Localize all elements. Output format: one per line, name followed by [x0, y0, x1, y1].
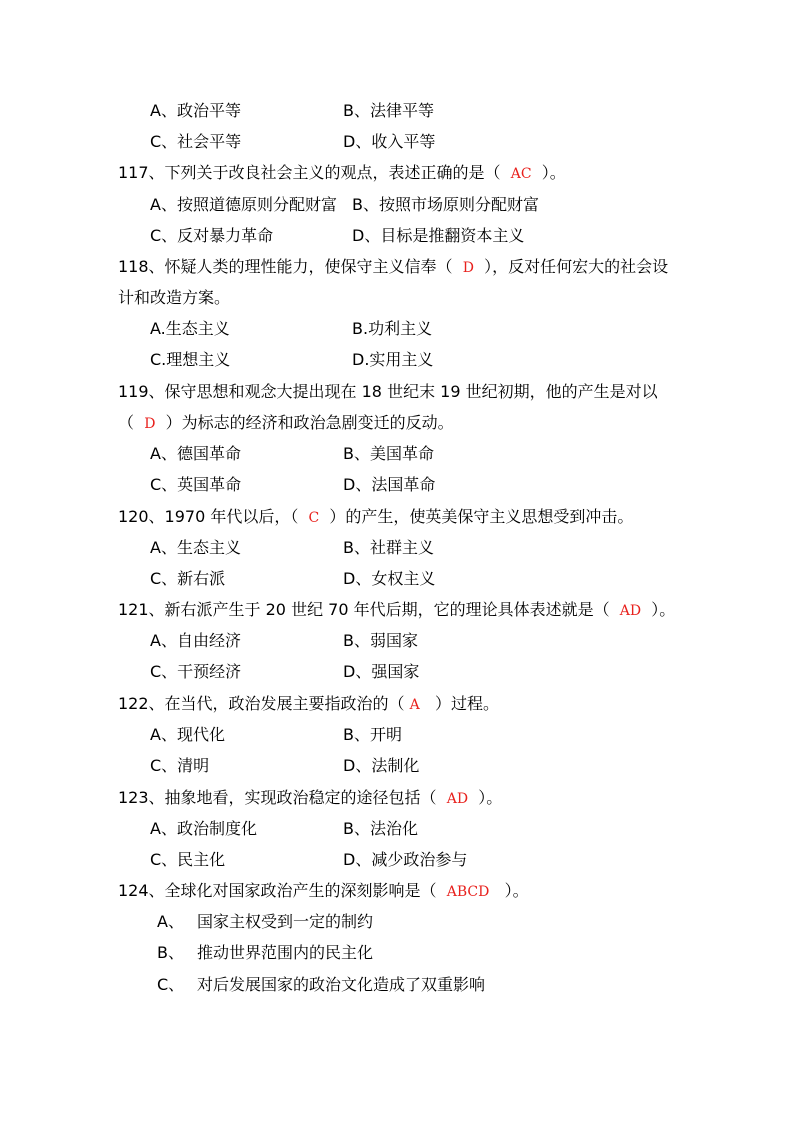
- stem-text: ）为标志的经济和政治急剧变迁的反动。: [155, 413, 454, 432]
- stem-text: 120、1970 年代以后，（: [118, 507, 309, 526]
- option-a: A、生态主义: [150, 538, 241, 557]
- answer: A: [409, 697, 420, 713]
- option-c: C、社会平等: [150, 132, 242, 151]
- stem-text: ）。: [468, 788, 503, 807]
- question-118-stem: [118, 257, 668, 277]
- option-b: 推动世界范围内的民主化: [197, 943, 374, 962]
- option-b: B、按照市场原则分配财富: [352, 195, 539, 214]
- option-c-marker: C、: [157, 975, 185, 994]
- option-b: B、开明: [343, 725, 402, 744]
- option-d: D、强国家: [343, 662, 420, 681]
- option-d: D、收入平等: [343, 132, 436, 151]
- option-a: A.生态主义: [150, 319, 230, 338]
- question-123-stem: [118, 788, 502, 808]
- answer: AC: [510, 166, 532, 182]
- option-c: C、新右派: [150, 569, 226, 588]
- stem-text: ）过程。: [419, 694, 500, 713]
- stem-text: ）。: [531, 163, 566, 182]
- option-a: A、按照道德原则分配财富: [150, 195, 337, 214]
- option-c: C、干预经济: [150, 662, 242, 681]
- question-119-stem: 119、保守思想和观念大提出现在 18 世纪末 19 世纪初期，他的产生是对以: [118, 382, 658, 401]
- option-a: A、政治制度化: [150, 819, 257, 838]
- stem-text: ）。: [489, 881, 529, 900]
- option-c: C、反对暴力革命: [150, 226, 274, 245]
- question-120-stem: [118, 507, 633, 527]
- option-b: B、弱国家: [343, 631, 418, 650]
- stem-text: ），反对任何宏大的社会设: [473, 257, 669, 276]
- stem-text: 118、怀疑人类的理性能力，使保守主义信奉（: [118, 257, 463, 276]
- option-b: B、美国革命: [343, 444, 434, 463]
- option-a: A、德国革命: [150, 444, 241, 463]
- stem-text: （: [118, 413, 145, 432]
- option-d: D、减少政治参与: [343, 850, 468, 869]
- question-118-stem-cont: 计和改造方案。: [118, 288, 231, 307]
- stem-text: 121、新右派产生于 20 世纪 70 年代后期，它的理论具体表述就是（: [118, 600, 620, 619]
- option-c: C、英国革命: [150, 475, 242, 494]
- question-117-stem: [118, 163, 566, 183]
- option-c: 对后发展国家的政治文化造成了双重影响: [197, 975, 486, 994]
- option-a-marker: A、: [157, 912, 184, 931]
- option-b: B、法治化: [343, 819, 418, 838]
- option-a: 国家主权受到一定的制约: [197, 912, 374, 931]
- option-d: D、目标是推翻资本主义: [352, 226, 525, 245]
- option-c: C.理想主义: [150, 350, 231, 369]
- question-122-stem: [118, 694, 499, 714]
- stem-text: ）的产生，使英美保守主义思想受到冲击。: [319, 507, 634, 526]
- stem-text: 122、在当代，政治发展主要指政治的（: [118, 694, 410, 713]
- question-124-stem: [118, 881, 529, 901]
- option-d: D、法制化: [343, 756, 420, 775]
- option-d: D、法国革命: [343, 475, 436, 494]
- answer: C: [308, 510, 320, 526]
- answer: D: [144, 416, 156, 432]
- option-a: A、自由经济: [150, 631, 241, 650]
- stem-text: 123、抽象地看，实现政治稳定的途径包括（: [118, 788, 447, 807]
- option-d: D、女权主义: [343, 569, 436, 588]
- option-a: A、政治平等: [150, 101, 241, 120]
- option-d: D.实用主义: [352, 350, 434, 369]
- answer: D: [462, 260, 474, 276]
- question-119-stem-cont: [118, 413, 454, 433]
- option-b: B、法律平等: [343, 101, 434, 120]
- answer: AD: [446, 791, 469, 807]
- option-b: B、社群主义: [343, 538, 434, 557]
- option-c: C、民主化: [150, 850, 226, 869]
- question-121-stem: [118, 600, 675, 620]
- stem-text: 124、全球化对国家政治产生的深刻影响是（: [118, 881, 447, 900]
- answer: AD: [619, 603, 642, 619]
- option-c: C、清明: [150, 756, 210, 775]
- answer: ABCD: [446, 884, 490, 900]
- option-b-marker: B、: [157, 943, 184, 962]
- option-b: B.功利主义: [352, 319, 433, 338]
- stem-text: ）。: [641, 600, 676, 619]
- option-a: A、现代化: [150, 725, 225, 744]
- stem-text: 117、下列关于改良社会主义的观点，表述正确的是（: [118, 163, 511, 182]
